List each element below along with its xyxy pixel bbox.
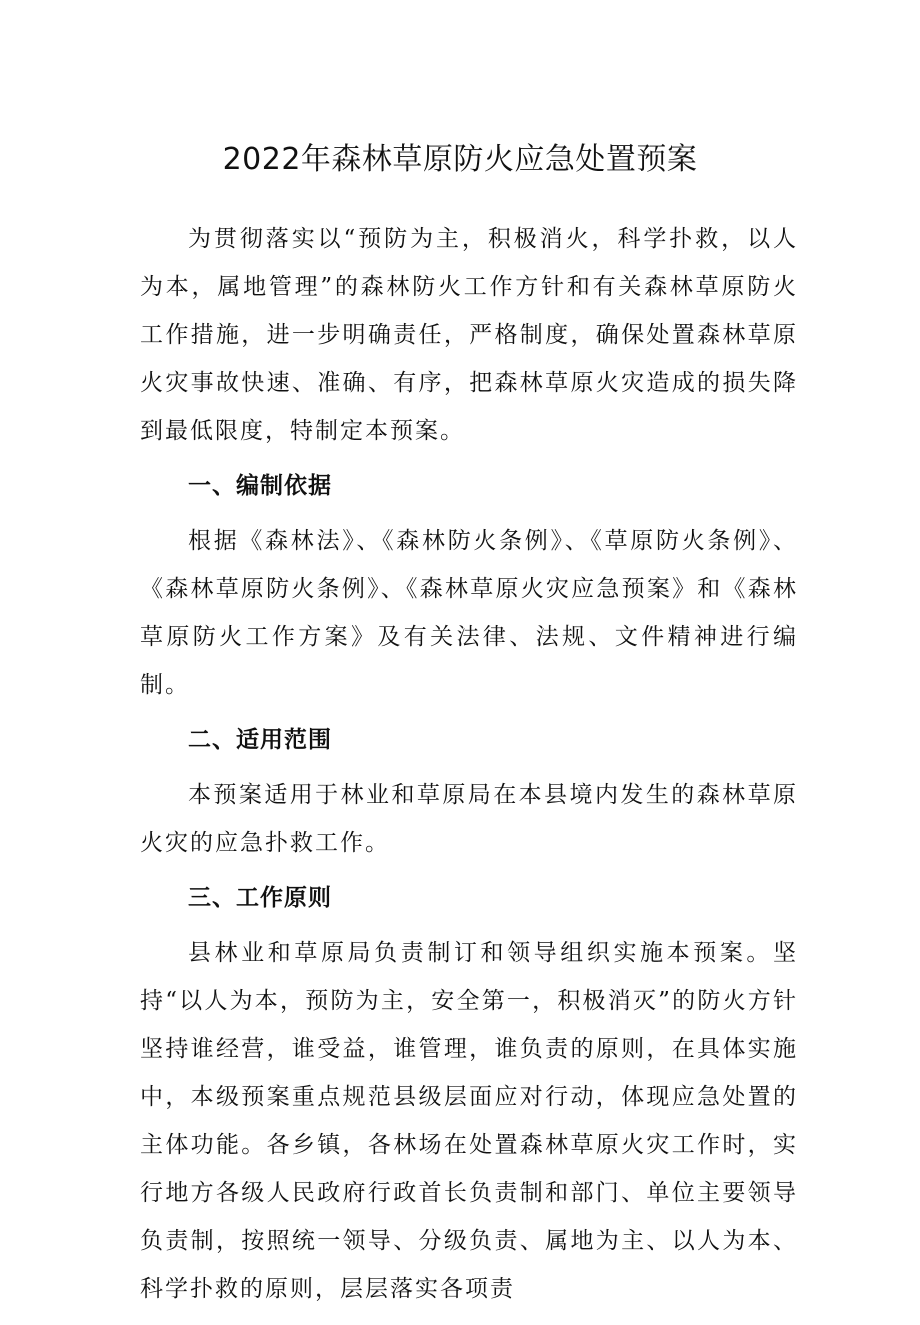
document-body bbox=[140, 215, 798, 1325]
section-body-principles: 县林业和草原局负责制订和领导组织实施本预案。坚持“以人为本，预防为主，安全第一，积极消灭”的防火方针坚持谁经营，谁受益，谁管理，谁负责的原则，在具体实施中，本级预案重点规范县级层面应对行动，体现应急处置的主体功能。各乡镇，各林场在处置森林草原火灾工作时，实行地方各级人民政府行政首长负责制和部门、单位主要领导负责制，按照统一领导、分级负责、属地为主、以人为本、科学扑救的原则，层层落实各项责 bbox=[140, 940, 798, 1302]
section-heading-principles: 三、工作原则 bbox=[188, 885, 332, 911]
section-body-scope: 本预案适用于林业和草原局在本县境内发生的森林草原火灾的应急扑救工作。 bbox=[140, 782, 798, 856]
document-title: 2022年森林草原防火应急处置预案 bbox=[222, 142, 698, 177]
intro-paragraph: 为贯彻落实以“预防为主，积极消火，科学扑救，以人为本，属地管理”的森林防火工作方针和有关森林草原防火工作措施，进一步明确责任，严格制度，确保处置森林草原火灾事故快速、准确、有序，把森林草原火灾造成的损失降到最低限度，特制定本预案。 bbox=[140, 226, 798, 444]
section-heading-scope: 二、适用范围 bbox=[188, 727, 332, 753]
section-heading-basis: 一、编制依据 bbox=[188, 473, 332, 499]
section-body-basis: 根据《森林法》、《森林防火条例》、《草原防火条例》、《森林草原防火条例》、《森林草原火灾应急预案》和《森林草原防火工作方案》及有关法律、法规、文件精神进行编制。 bbox=[140, 528, 798, 698]
